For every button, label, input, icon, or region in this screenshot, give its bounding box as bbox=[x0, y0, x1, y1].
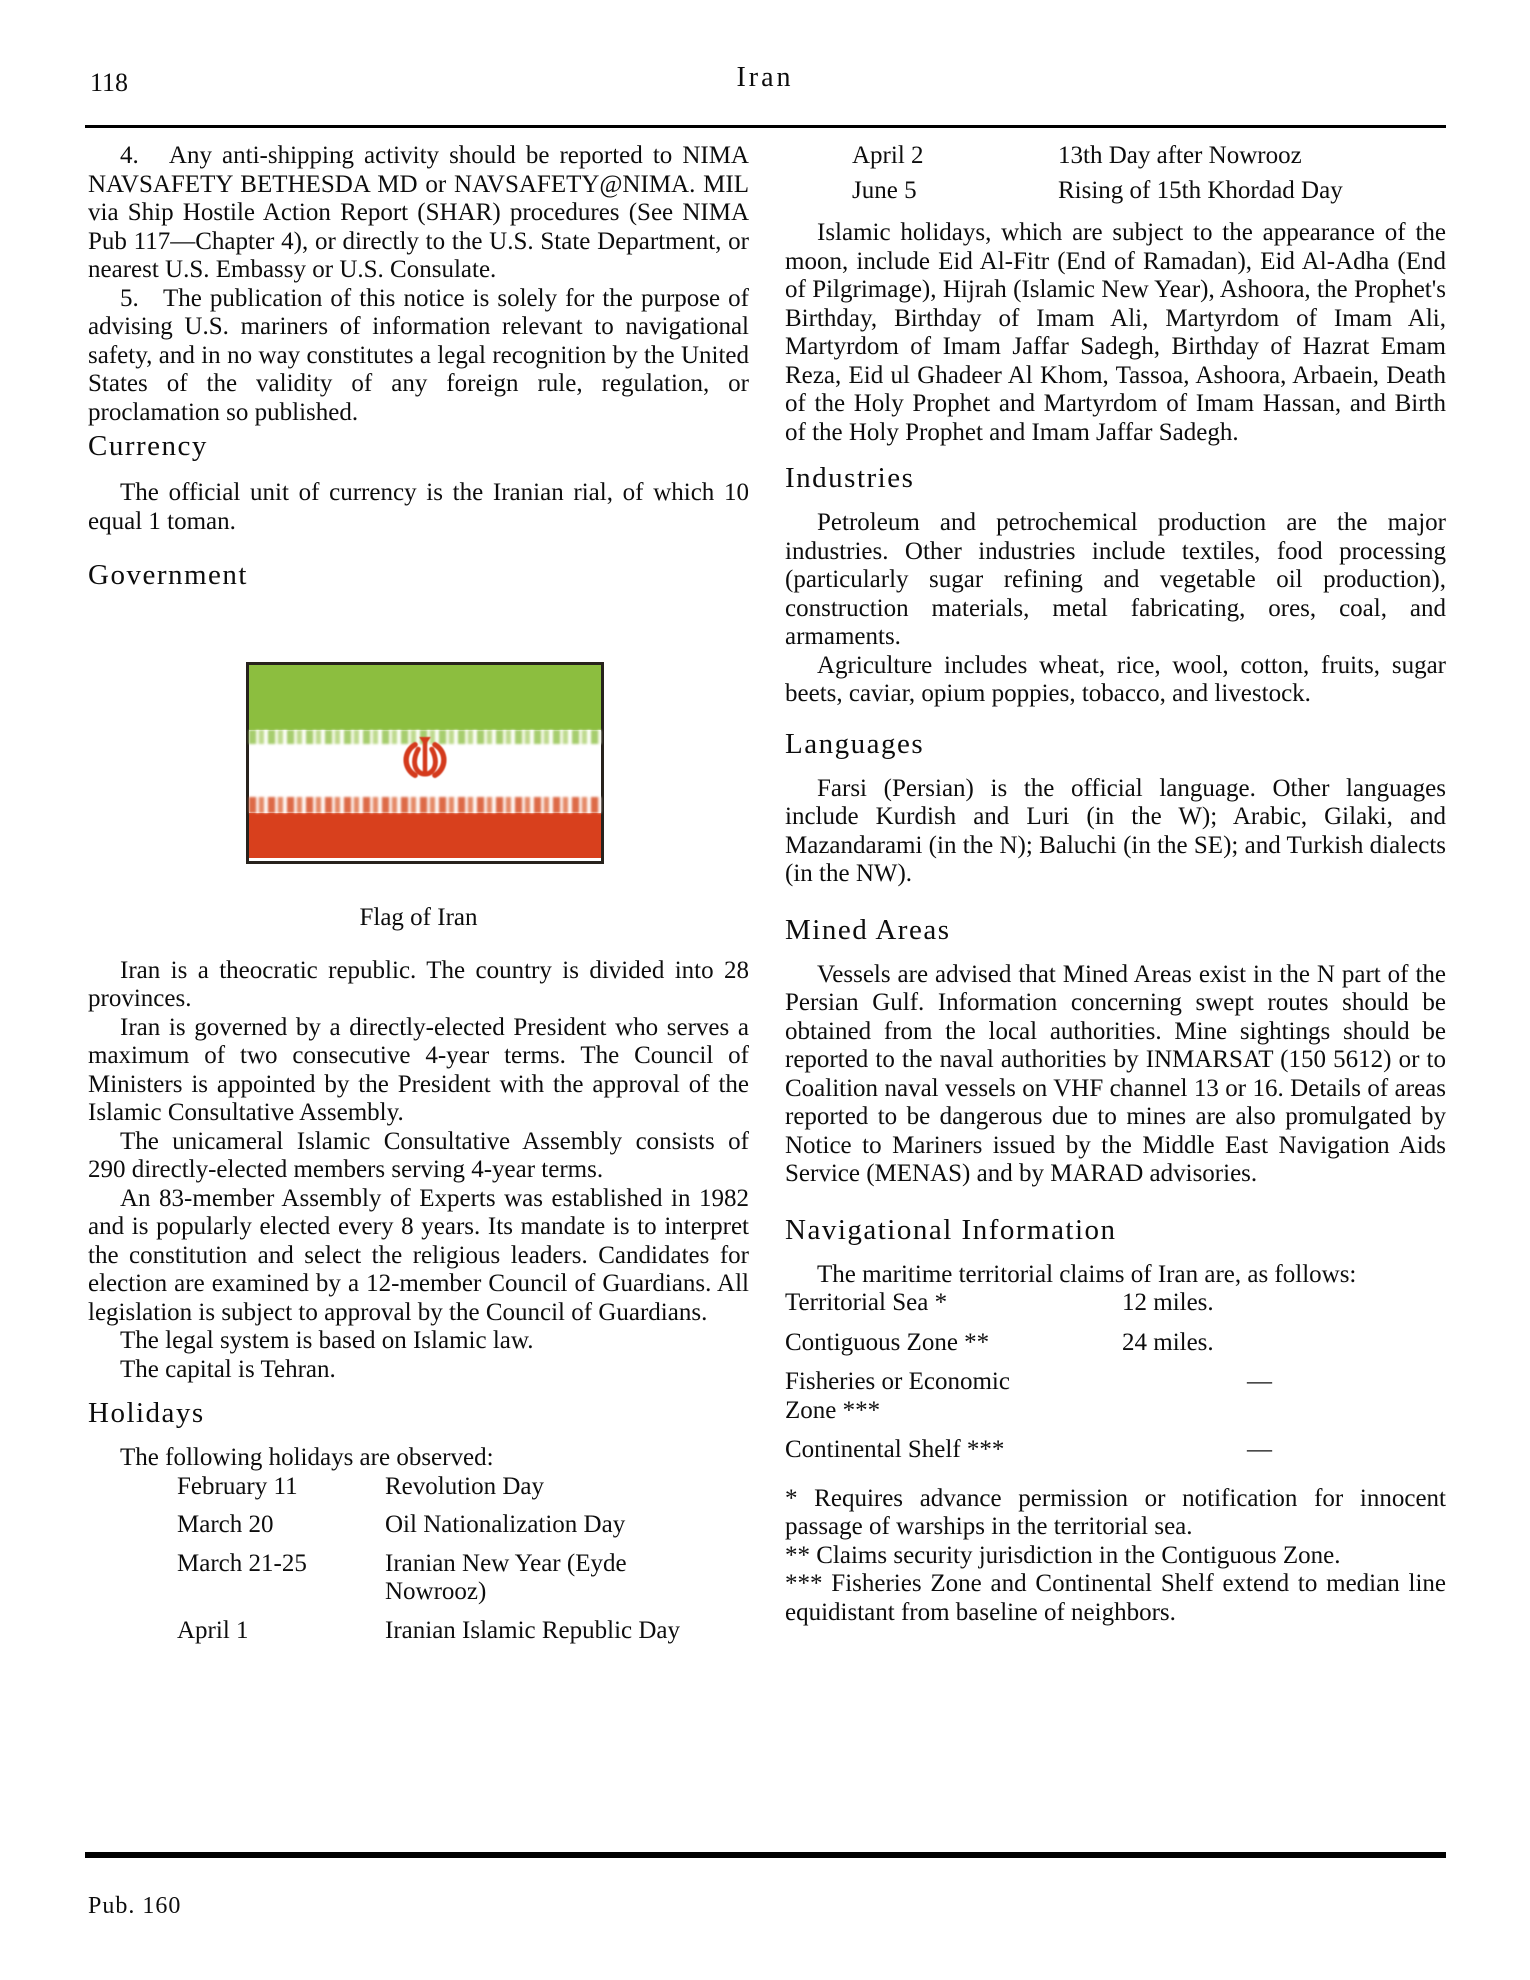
holiday-row bbox=[88, 1511, 749, 1540]
maritime-claims-table bbox=[785, 1289, 1446, 1465]
section-heading-languages: Languages bbox=[785, 727, 925, 760]
industries-paragraph: Petroleum and petrochemical production are the major industries. Other industries include textiles, food processing (particularly sugar refining and vegetable oil production), construction materials, metal fabricating, ores, coal, and armaments. bbox=[785, 509, 1446, 650]
holiday-name: Iranian New Year (Eyde Nowrooz) bbox=[385, 1549, 627, 1605]
claim-row bbox=[785, 1329, 1446, 1358]
section-heading-industries: Industries bbox=[785, 462, 915, 494]
holiday-name: Rising of 15th Khordad Day bbox=[1058, 176, 1343, 204]
claim-label: Continental Shelf *** bbox=[785, 1436, 1005, 1463]
iran-emblem-icon bbox=[396, 733, 454, 787]
government-paragraph: An 83-member Assembly of Experts was established in 1982 and is popularly elected every 8 years. Its mandate is to interpret the constitution and select the religious leaders. Candidates for election are examined by a 12-member Council of Guardians. All legislation is subject to approval by the Council of Guardians. bbox=[88, 1184, 749, 1326]
right-column bbox=[785, 142, 1446, 1627]
section-heading-navigational-information: Navigational Information bbox=[785, 1213, 1117, 1246]
holiday-row bbox=[88, 1473, 749, 1502]
section-heading-currency: Currency bbox=[88, 430, 208, 462]
holiday-row bbox=[785, 142, 1446, 171]
holiday-date: March 20 bbox=[177, 1511, 274, 1538]
holiday-row bbox=[88, 1617, 749, 1646]
section-heading-mined-areas: Mined Areas bbox=[785, 913, 951, 946]
holiday-date: February 11 bbox=[177, 1472, 298, 1500]
holiday-name: Revolution Day bbox=[385, 1472, 545, 1500]
claim-value: 24 miles. bbox=[1122, 1328, 1214, 1356]
section-heading-holidays: Holidays bbox=[88, 1397, 205, 1429]
claim-row bbox=[785, 1368, 1446, 1425]
claim-value: — bbox=[1247, 1368, 1272, 1395]
claim-label: Contiguous Zone ** bbox=[785, 1328, 990, 1356]
currency-paragraph: The official unit of currency is the Iranian rial, of which 10 equal 1 toman. bbox=[88, 479, 749, 535]
claim-row bbox=[785, 1436, 1446, 1465]
holiday-date: April 1 bbox=[177, 1616, 249, 1644]
flag-caption: Flag of Iran bbox=[359, 904, 478, 931]
navigational-intro: The maritime territorial claims of Iran are, as follows: bbox=[817, 1260, 1357, 1288]
islamic-holidays-paragraph: Islamic holidays, which are subject to the appearance of the moon, include Eid Al-Fitr (End of Ramadan), Eid Al-Adha (End of Pilgrimage), Hijrah (Islamic New Year), Ashoora, the Prophet's Birthday, Birthday of Imam Ali, Martyrdom of Imam Ali, Martyrdom of Imam Jaffar Sadegh, Birthday of Hazrat Emam Reza, Eid ul Ghadeer Al Khom, Tassoa, Ashoora, Arbaein, Death of the Holy Prophet and Martyrdom of Imam Hassan, and Birth of the Holy Prophet and Imam Jaffar Sadegh. bbox=[785, 219, 1446, 446]
flag-red-stripe bbox=[249, 813, 601, 858]
publication-number: Pub. 160 bbox=[88, 1893, 182, 1919]
header-rule bbox=[85, 125, 1446, 128]
section-heading-government: Government bbox=[88, 559, 248, 591]
footnote: * Requires advance permission or notification for innocent passage of warships in the territorial sea. bbox=[785, 1484, 1446, 1540]
page-number: 118 bbox=[90, 68, 129, 97]
footnote: *** Fisheries Zone and Continental Shelf extend to median line equidistant from baseline of neighbors. bbox=[785, 1570, 1446, 1626]
holiday-row bbox=[88, 1550, 749, 1607]
holiday-date: March 21-25 bbox=[177, 1549, 307, 1577]
page-title: Iran bbox=[736, 62, 794, 93]
government-paragraph: Iran is governed by a directly-elected President who serves a maximum of two consecutive 4-year terms. The Council of Ministers is appointed by the President with the approval of the Islamic Consultative Assembly. bbox=[88, 1013, 749, 1126]
footnote: ** Claims security jurisdiction in the Contiguous Zone. bbox=[785, 1541, 1341, 1569]
holidays-table-continued bbox=[785, 142, 1446, 205]
holiday-row bbox=[785, 177, 1446, 206]
claim-row bbox=[785, 1289, 1446, 1318]
holiday-date: April 2 bbox=[852, 142, 924, 169]
holiday-name: 13th Day after Nowrooz bbox=[1058, 142, 1302, 169]
holiday-name: Iranian Islamic Republic Day bbox=[385, 1616, 681, 1644]
government-paragraph: The unicameral Islamic Consultative Assembly consists of 290 directly-elected members serving 4-year terms. bbox=[88, 1127, 749, 1183]
government-paragraph: The legal system is based on Islamic law. bbox=[120, 1327, 534, 1354]
holidays-intro: The following holidays are observed: bbox=[120, 1444, 494, 1471]
footer-rule bbox=[85, 1852, 1446, 1858]
government-paragraph: Iran is a theocratic republic. The country is divided into 28 provinces. bbox=[88, 956, 749, 1012]
claim-value: — bbox=[1247, 1436, 1272, 1463]
holiday-date: June 5 bbox=[852, 176, 917, 204]
flag-green-stripe bbox=[249, 665, 601, 730]
claim-label: Fisheries or Economic Zone *** bbox=[785, 1368, 1010, 1424]
holiday-name: Oil Nationalization Day bbox=[385, 1511, 626, 1538]
industries-paragraph: Agriculture includes wheat, rice, wool, cotton, fruits, sugar beets, caviar, opium poppies, tobacco, and livestock. bbox=[785, 651, 1446, 707]
flag-script-band-bottom bbox=[249, 797, 601, 813]
holidays-table bbox=[88, 1473, 749, 1646]
government-paragraph: The capital is Tehran. bbox=[120, 1355, 336, 1383]
languages-paragraph: Farsi (Persian) is the official language. Other languages include Kurdish and Luri (in the W); Arabic, Gilaki, and Mazandarami (in the N); Baluchi (in the SE); and Turkish dialects (in the NW). bbox=[785, 774, 1446, 887]
mined-areas-paragraph: Vessels are advised that Mined Areas exist in the N part of the Persian Gulf. Information concerning swept routes should be obtained from the local authorities. Mine sightings should be reported to the naval authorities by INMARSAT (150 5612) or to Coalition naval vessels on VHF channel 13 or 16. Details of areas reported to be dangerous due to mines are also promulgated by Notice to Mariners issued by the Middle East Navigation Aids Service (MENAS) and by MARAD advisories. bbox=[785, 960, 1446, 1187]
left-column bbox=[88, 142, 749, 1645]
iran-flag-image bbox=[246, 662, 604, 864]
iran-flag-figure bbox=[246, 662, 604, 864]
claim-label: Territorial Sea * bbox=[785, 1289, 948, 1316]
claim-value: 12 miles. bbox=[1122, 1289, 1214, 1316]
notice-paragraph-5: 5. The publication of this notice is solely for the purpose of advising U.S. mariners of information relevant to navigational safety, and in no way constitutes a legal recognition by the United States of the validity of any foreign rule, regulation, or proclamation so published. bbox=[88, 284, 749, 426]
claims-footnotes bbox=[785, 1485, 1446, 1628]
notice-paragraph-4: 4. Any anti-shipping activity should be reported to NIMA NAVSAFETY BETHESDA MD or NAVSAFETY@NIMA. MIL via Ship Hostile Action Report (SHAR) procedures (See NIMA Pub 117—Chapter 4), or directly to the U.S. State Department, or nearest U.S. Embassy or U.S. Consulate. bbox=[88, 142, 749, 283]
